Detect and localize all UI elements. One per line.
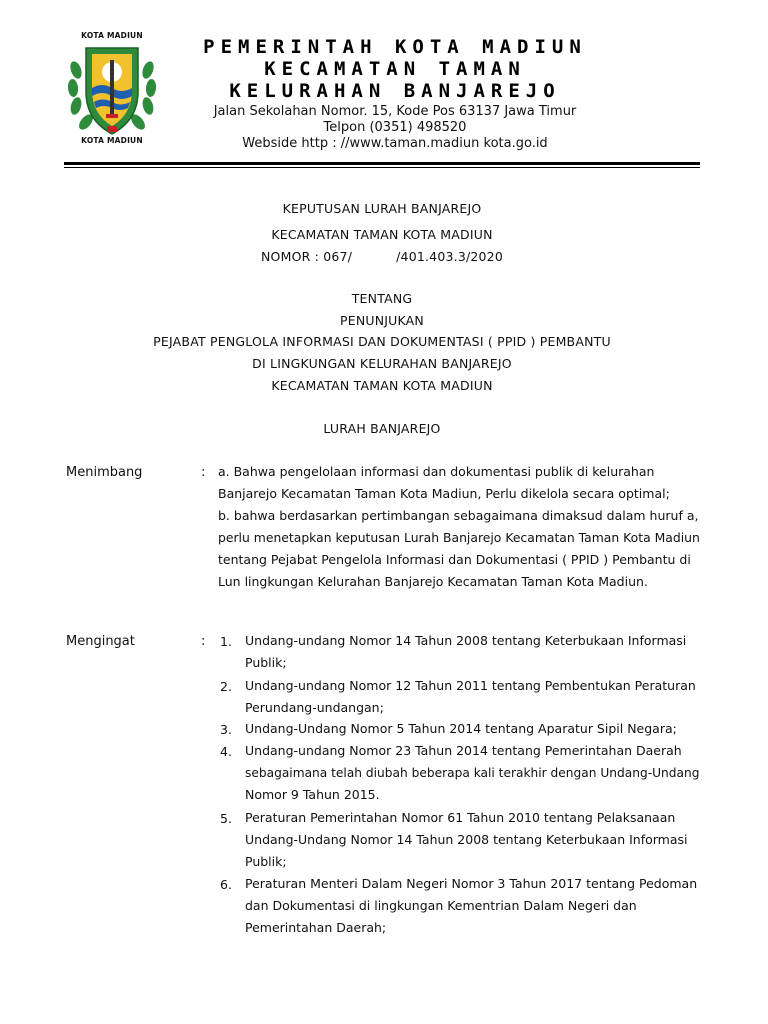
decree-title: KEPUTUSAN LURAH BANJAREJO [282, 201, 482, 216]
list-item-line: Peraturan Pemerintahan Nomor 61 Tahun 2010 tentang Pelaksanaan [245, 810, 676, 825]
menimbang-line: b. bahwa berdasarkan pertimbangan sebagaimana dimaksud dalam huruf a, [218, 508, 699, 523]
list-item [245, 718, 700, 740]
subject-line-2: PEJABAT PENGLOLA INFORMASI DAN DOKUMENTASI ( PPID ) PEMBANTU [153, 334, 611, 349]
menimbang-line: a. Bahwa pengelolaan informasi dan dokumentasi publik di kelurahan [218, 464, 655, 479]
government-name: PEMERINTAH KOTA MADIUN [203, 36, 587, 58]
logo-bottom-text: KOTA MADIUN [81, 136, 143, 145]
kota-madiun-logo [64, 30, 160, 150]
menimbang-line: tentang Pejabat Pengelola Informasi dan Dokumentasi ( PPID ) Pembantu di [218, 552, 691, 567]
signatory-title: LURAH BANJAREJO [323, 421, 441, 436]
menimbang-label: Menimbang [66, 465, 143, 480]
mengingat-colon: : [201, 634, 206, 649]
list-item-line: Peraturan Menteri Dalam Negeri Nomor 3 Tahun 2017 tentang Pedoman [245, 876, 698, 891]
list-item-number: 3. [220, 722, 232, 737]
list-item-line: Perundang-undangan; [245, 700, 384, 715]
list-item-number: 1. [220, 634, 232, 649]
list-item-line: Pemerintahan Daerah; [245, 920, 387, 935]
menimbang-line: Lun lingkungan Kelurahan Banjarejo Kecamatan Taman Kota Madiun. [218, 574, 648, 589]
list-item-line: Nomor 9 Tahun 2015. [245, 787, 380, 802]
subject-line-3: DI LINGKUNGAN KELURAHAN BANJAREJO [252, 356, 512, 371]
district-name: KECAMATAN TAMAN [264, 58, 526, 80]
subject-line-1: PENUNJUKAN [339, 313, 424, 328]
list-item-line: Undang-undang Nomor 23 Tahun 2014 tentang Pemerintahan Daerah [245, 743, 682, 758]
menimbang-line: perlu menetapkan keputusan Lurah Banjarejo Kecamatan Taman Kota Madiun [218, 530, 700, 545]
list-item-number: 5. [220, 811, 232, 826]
decree-number-code: /401.403.3/2020 [396, 249, 503, 264]
coat-of-arms-icon [64, 30, 160, 150]
subject-line-4: KECAMATAN TAMAN KOTA MADIUN [271, 378, 493, 393]
list-item-number: 2. [220, 679, 232, 694]
list-item-number: 6. [220, 877, 232, 892]
list-item-line: Publik; [245, 854, 287, 869]
menimbang-line: Banjarejo Kecamatan Taman Kota Madiun, Perlu dikelola secara optimal; [218, 486, 670, 501]
decree-number-label: NOMOR : 067/ [261, 249, 353, 264]
list-item [245, 675, 700, 719]
list-item-line: dan Dokumentasi di lingkungan Kementrian Dalam Negeri dan [245, 898, 637, 913]
list-item-line: Undang-undang Nomor 12 Tahun 2011 tentang Pembentukan Peraturan [245, 678, 696, 693]
list-item [245, 807, 700, 873]
letterhead-divider-thick [64, 162, 700, 165]
list-item-number: 4. [220, 744, 232, 759]
list-item [245, 740, 700, 806]
list-item-line: sebagaimana telah diubah beberapa kali terakhir dengan Undang-Undang [245, 765, 700, 780]
menimbang-colon: : [201, 465, 206, 480]
letterhead-divider-thin [64, 167, 700, 168]
mengingat-label: Mengingat [66, 634, 135, 649]
logo-top-text: KOTA MADIUN [81, 31, 143, 40]
subject-heading: TENTANG [351, 291, 413, 306]
phone: Telpon (0351) 498520 [323, 120, 467, 135]
list-item [245, 873, 700, 939]
list-item [245, 630, 700, 674]
list-item-line: Undang-Undang Nomor 14 Tahun 2008 tentang Keterbukaan Informasi [245, 832, 688, 847]
list-item-line: Publik; [245, 655, 287, 670]
website: Webside http : //www.taman.madiun kota.go.id [242, 136, 548, 151]
address: Jalan Sekolahan Nomor. 15, Kode Pos 63137 Jawa Timur [213, 104, 577, 119]
list-item-line: Undang-undang Nomor 14 Tahun 2008 tentang Keterbukaan Informasi [245, 633, 687, 648]
list-item-line: Undang-Undang Nomor 5 Tahun 2014 tentang Aparatur Sipil Negara; [245, 721, 677, 736]
village-name: KELURAHAN BANJAREJO [229, 80, 561, 102]
menimbang-text [218, 461, 700, 593]
decree-number [64, 249, 700, 264]
letterhead [0, 0, 768, 168]
decree-subtitle: KECAMATAN TAMAN KOTA MADIUN [271, 227, 493, 242]
